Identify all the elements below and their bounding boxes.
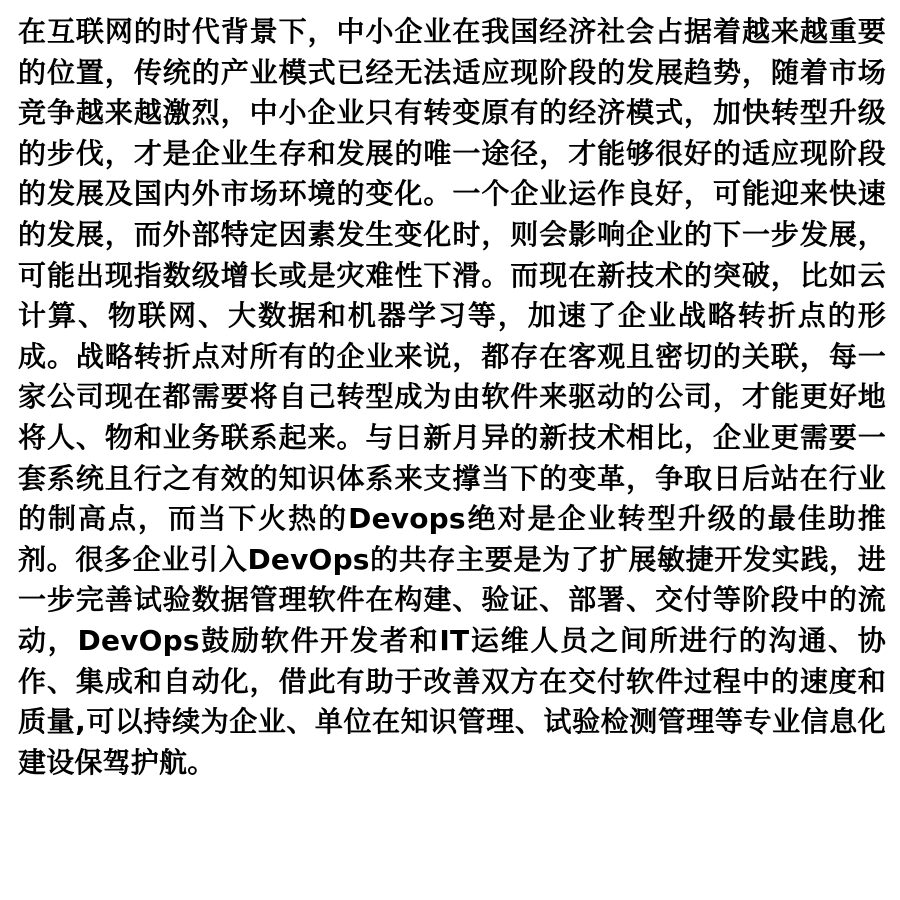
body-paragraph: 在互联网的时代背景下，中小企业在我国经济社会占据着越来越重要的位置，传统的产业模式已经无法适应现阶段的发展趋势，随着市场竞争越来越激烈，中小企业只有转变原有的经济模式，加快转型升级的步伐，才是企业生存和发展的唯一途径，才能够很好的适应现阶段的发展及国内外市场环境的变化。一个企业运作良好，可能迎来快速的发展，而外部特定因素发生变化时，则会影响企业的下一步发展，可能出现指数级增长或是灾难性下滑。而现在新技术的突破，比如云计算、物联网、大数据和机器学习等，加速了企业战略转折点的形成。战略转折点对所有的企业来说，都存在客观且密切的关联，每一家公司现在都需要将自己转型成为由软件来驱动的公司，才能更好地将人、物和业务联系起来。与日新月异的新技术相比，企业更需要一套系统且行之有效的知识体系来支撑当下的变革，争取日后站在行业的制高点，而当下火热的Devops绝对是企业转型升级的最佳助推剂。很多企业引入DevOps的共存主要是为了扩展敏捷开发实践，进一步完善试验数据管理软件在构建、验证、部署、交付等阶段中的流动，DevOps鼓励软件开发者和IT运维人员之间所进行的沟通、协作、集成和自动化，借此有助于改善双方在交付软件过程中的速度和质量,可以持续为企业、单位在知识管理、试验检测管理等专业信息化建设保驾护航。 (18, 15, 886, 779)
